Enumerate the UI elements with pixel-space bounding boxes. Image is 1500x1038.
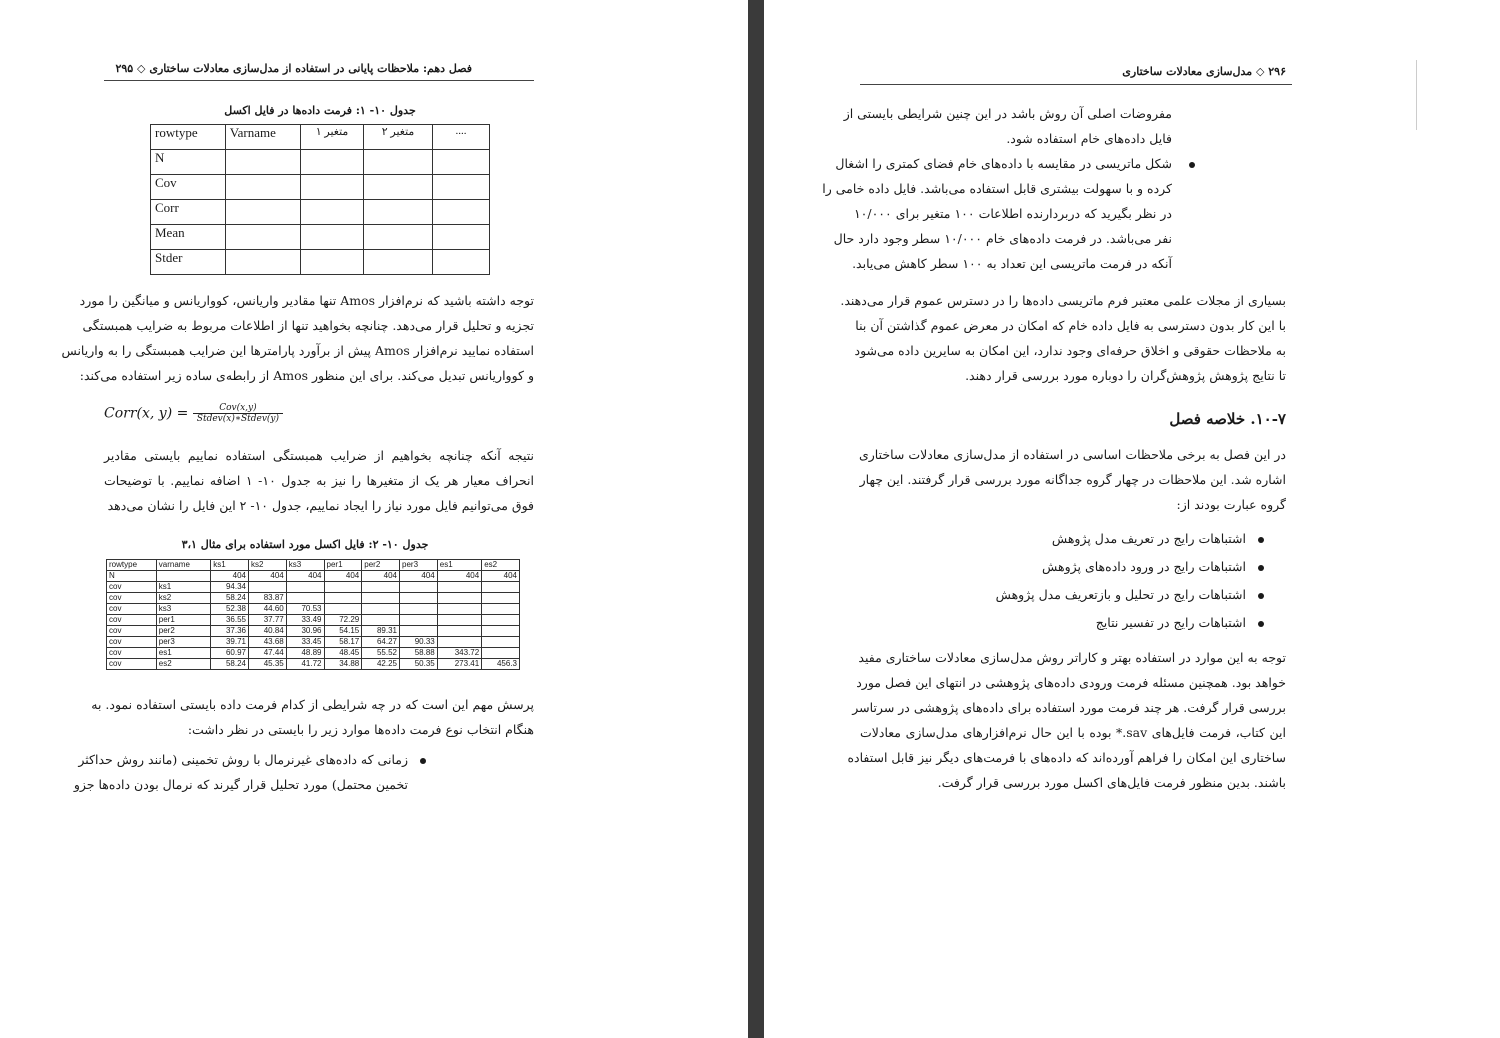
bullet-item-raw-data (74, 747, 426, 797)
table-cell: cov (107, 659, 157, 670)
table-row (107, 659, 520, 670)
table-cell (301, 150, 364, 175)
table-header-cell: rowtype (151, 125, 226, 150)
list-item (1042, 554, 1264, 579)
table-row (151, 200, 490, 225)
text-line: توجه داشته باشید که نرم‌افزار Amos تنها مقادیر واریانس، کوواریانس و میانگین را مورد (79, 293, 534, 308)
table-row (107, 637, 520, 648)
table-cell (301, 200, 364, 225)
table-cell (400, 615, 438, 626)
table-cell (437, 615, 481, 626)
table-cell: ks3 (156, 604, 210, 615)
right-page (764, 0, 1500, 1038)
text-line: کرده و با سهولت بیشتری قابل استفاده می‌باشد. فایل داده خامی را (822, 181, 1172, 196)
table-cell (482, 604, 520, 615)
table-cell: 30.96 (286, 626, 324, 637)
table-cell (225, 200, 300, 225)
table-cell: 343.72 (437, 648, 481, 659)
text-line: باشند. بدین منظور فرمت فایل‌های اکسل مورد بررسی قرار گرفت. (937, 775, 1286, 790)
table-cell: 58.24 (211, 659, 249, 670)
table-cell (437, 593, 481, 604)
table-cell: per1 (156, 615, 210, 626)
table-cell: Mean (151, 225, 226, 250)
text-line: هنگام انتخاب نوع فرمت داده‌ها موارد زیر را بایستی در نظر داشت: (187, 722, 534, 737)
table-header-cell: متغیر ۱ (301, 125, 364, 150)
table-row (151, 250, 490, 275)
table-cell (363, 175, 432, 200)
table-cell (433, 225, 490, 250)
table-row (151, 175, 490, 200)
table-cell (362, 604, 400, 615)
paragraph-4 (840, 288, 1286, 388)
table-cell: 404 (324, 571, 362, 582)
table-row (107, 571, 520, 582)
table-cell (400, 604, 438, 615)
table-cell: 44.60 (249, 604, 287, 615)
table-cell: 55.52 (362, 648, 400, 659)
table-cell: 58.24 (211, 593, 249, 604)
table-header-row (151, 125, 490, 150)
list-item (1052, 526, 1264, 551)
table-cell: 33.45 (286, 637, 324, 648)
table-cell: 48.45 (324, 648, 362, 659)
table-row (151, 225, 490, 250)
table-cell: ks1 (156, 582, 210, 593)
text-line: اشاره شد. این ملاحظات در چهار گروه جداگانه مورد بررسی قرار گرفتند. این چهار (859, 472, 1286, 487)
table-cell (400, 593, 438, 604)
list-item (996, 582, 1264, 607)
text-line: بررسی قرار گرفت. هر چند فرمت مورد استفاده برای داده‌های پژوهشی در سرتاسر (852, 700, 1286, 715)
bullet-text: تخمین محتمل) مورد تحلیل قرار گیرند که نرمال بودن داده‌ها جزو (73, 777, 408, 792)
list-item-label: اشتباهات رایج در تعریف مدل پژوهش (1051, 531, 1246, 546)
table1 (150, 124, 490, 275)
table-cell (324, 593, 362, 604)
text-line: ساختاری این امکان را فراهم آورده‌اند که داده‌های با فرمت‌های دیگر نیز قابل استفاده (847, 750, 1286, 765)
table-cell: 40.84 (249, 626, 287, 637)
table-cell: N (151, 150, 226, 175)
table-cell: per2 (156, 626, 210, 637)
table-header-cell: ks3 (286, 560, 324, 571)
table-cell: Cov (151, 175, 226, 200)
text-line: بسیاری از مجلات علمی معتبر فرم ماتریسی داده‌ها را در دسترس عموم قرار می‌دهند. (840, 293, 1286, 308)
text-line: انحراف معیار هر یک از متغیرها را نیز به جدول ۱۰- ۱ اضافه نماییم. با توضیحات (104, 473, 535, 488)
table-cell: 404 (211, 571, 249, 582)
table-row (151, 150, 490, 175)
table-cell (437, 604, 481, 615)
text-line: تا نتایج پژوهش پژوهش‌گران را دوباره مورد بررسی قرار دهند. (965, 368, 1286, 383)
table-header-cell: es1 (437, 560, 481, 571)
table-cell: 43.68 (249, 637, 287, 648)
table-header-cell: per1 (324, 560, 362, 571)
table-cell: cov (107, 604, 157, 615)
table-cell: 36.55 (211, 615, 249, 626)
table-cell (225, 175, 300, 200)
table-row (107, 626, 520, 637)
formula-numerator: Cov(x,y) (193, 403, 283, 414)
list-item (1096, 610, 1264, 635)
table-cell: 52.38 (211, 604, 249, 615)
formula-denominator: Stdev(x)∗Stdev(y) (196, 414, 280, 424)
table-cell: cov (107, 615, 157, 626)
left-page-header: فصل دهم: ملاحظات پایانی در استفاده از مدل‌سازی معادلات ساختاری ◇ ۲۹۵ (115, 62, 472, 75)
table-cell (400, 626, 438, 637)
table-cell (286, 593, 324, 604)
table-cell: cov (107, 648, 157, 659)
table-cell: 47.44 (249, 648, 287, 659)
table-cell: Corr (151, 200, 226, 225)
table-cell (301, 175, 364, 200)
bullet-continuation (843, 101, 1172, 151)
table-cell: 50.35 (400, 659, 438, 670)
table-cell: 37.77 (249, 615, 287, 626)
table-cell: cov (107, 582, 157, 593)
table-cell: cov (107, 626, 157, 637)
table-cell: 404 (400, 571, 438, 582)
table-header-cell: rowtype (107, 560, 157, 571)
book-spine (748, 0, 764, 1038)
formula-lhs: Corr(x, y) = (104, 405, 189, 422)
table-cell (433, 200, 490, 225)
formula-fraction (193, 403, 283, 424)
table-row (107, 648, 520, 659)
bullet-dot (1258, 621, 1264, 627)
table-cell (433, 250, 490, 275)
text-line: توجه به این موارد در استفاده بهتر و کاراتر روش مدل‌سازی معادلات ساختاری مفید (858, 650, 1286, 665)
table-cell (363, 150, 432, 175)
bullet-text: زمانی که داده‌های غیرنرمال با روش تخمینی (مانند روش حداکثر (78, 752, 408, 767)
list-item-label: اشتباهات رایج در ورود داده‌های پژوهش (1042, 559, 1246, 574)
paragraph-1 (61, 288, 534, 388)
text-line: نتیجه آنکه چنانچه بخواهیم از ضرایب همبستگی استفاده نماییم بایستی مقادیر (104, 448, 534, 463)
table-cell: 83.87 (249, 593, 287, 604)
table-header-cell: ks1 (211, 560, 249, 571)
table-cell: 64.27 (362, 637, 400, 648)
table-header-cell: متغیر ۲ (363, 125, 432, 150)
text-line: و کوواریانس تبدیل می‌کند. برای این منظور Amos از رابطه‌ی ساده زیر استفاده می‌کند: (79, 368, 534, 383)
table-cell: 34.88 (324, 659, 362, 670)
left-page (0, 0, 748, 1038)
margin-mark (1416, 60, 1417, 130)
table-cell (482, 615, 520, 626)
bullet-dot (1189, 162, 1195, 168)
table-cell: 90.33 (400, 637, 438, 648)
table-cell (482, 582, 520, 593)
table-header-cell: .... (433, 125, 490, 150)
table-header-cell: per2 (362, 560, 400, 571)
table-row (107, 582, 520, 593)
table-cell (437, 582, 481, 593)
bullet-line (74, 772, 408, 797)
table-cell: per3 (156, 637, 210, 648)
table-cell: 33.49 (286, 615, 324, 626)
table-cell: cov (107, 593, 157, 604)
table-cell: 404 (249, 571, 287, 582)
bullet-dot (1258, 537, 1264, 543)
table-cell: 404 (362, 571, 400, 582)
table-cell: N (107, 571, 157, 582)
table-row (107, 615, 520, 626)
table-cell (362, 582, 400, 593)
list-item-label: اشتباهات رایج در تحلیل و بازتعریف مدل پژوهش (995, 587, 1246, 602)
text-line: آنکه در فرمت ماتریسی این تعداد به ۱۰۰ سطر کاهش می‌یابد. (852, 256, 1172, 271)
table1-caption: جدول ۱۰- ۱: فرمت داده‌ها در فایل اکسل (224, 104, 416, 117)
table-cell (324, 582, 362, 593)
text-line: این کتاب، فرمت فایل‌های sav.* بوده با این حال نرم‌افزارهای مدل‌سازی معادلات (860, 725, 1287, 740)
text-line: شکل ماتریسی در مقایسه با داده‌های خام فضای کمتری را اشغال (835, 156, 1172, 171)
correlation-formula (104, 403, 283, 424)
table-cell: 89.31 (362, 626, 400, 637)
paragraph-2 (104, 443, 534, 518)
text-line: به ملاحظات حقوقی و اخلاق حرفه‌ای وجود ندارد، این امکان به سایرین داده می‌شود (854, 343, 1286, 358)
text-line: در نظر بگیرید که دربردارنده اطلاعات ۱۰۰ متغیر برای ۱۰/۰۰۰ (853, 206, 1172, 221)
table-cell: 58.88 (400, 648, 438, 659)
table-cell: 45.35 (249, 659, 287, 670)
table-cell (437, 626, 481, 637)
table-cell (400, 582, 438, 593)
table-header-cell: ks2 (249, 560, 287, 571)
bullet-line (74, 747, 426, 772)
table-cell: 70.53 (286, 604, 324, 615)
table-header-cell: es2 (482, 560, 520, 571)
table-cell: es2 (156, 659, 210, 670)
table-header-cell: varname (156, 560, 210, 571)
table-cell: Stder (151, 250, 226, 275)
table-cell: 94.34 (211, 582, 249, 593)
table-cell (225, 150, 300, 175)
paragraph-3 (91, 692, 534, 742)
text-line: در این فصل به برخی ملاحظات اساسی در استفاده از مدل‌سازی معادلات ساختاری (858, 447, 1286, 462)
text-line: پرسش مهم این است که در چه شرایطی از کدام فرمت داده بایستی استفاده نمود. به (91, 697, 534, 712)
table-cell (324, 604, 362, 615)
table-cell: 54.15 (324, 626, 362, 637)
table-cell: 42.25 (362, 659, 400, 670)
table2-caption: جدول ۱۰- ۲: فایل اکسل مورد استفاده برای مثال ۳،۱ (181, 538, 429, 551)
bullet-dot (420, 758, 426, 764)
table-cell (362, 593, 400, 604)
table-cell (482, 648, 520, 659)
table-header-row (107, 560, 520, 571)
table-cell: 273.41 (437, 659, 481, 670)
table-cell (286, 582, 324, 593)
table-cell: cov (107, 637, 157, 648)
text-line: تجزیه و تحلیل قرار می‌دهد. چنانچه بخواهید تنها از اطلاعات مربوط به ضرایب همبستگی (82, 318, 534, 333)
table-cell (433, 150, 490, 175)
table-cell (156, 571, 210, 582)
table-cell: es1 (156, 648, 210, 659)
paragraph-5 (860, 442, 1286, 517)
text-line: خواهد بود. همچنین مسئله فرمت ورودی داده‌های پژوهشی در انتهای این فصل مورد (856, 675, 1286, 690)
left-header-rule (104, 80, 534, 81)
bullet-2-text (822, 151, 1172, 276)
table-cell: 72.29 (324, 615, 362, 626)
text-line: نفر می‌باشد. در فرمت داده‌های خام ۱۰/۰۰۰ سطر وجود دارد حال (833, 231, 1172, 246)
table-cell: ks2 (156, 593, 210, 604)
table2 (106, 559, 520, 670)
table-cell: 60.97 (211, 648, 249, 659)
table-cell (437, 637, 481, 648)
paragraph-6 (847, 645, 1287, 795)
section-title: ۱۰-۷. خلاصه فصل (1169, 410, 1286, 428)
table-cell (482, 593, 520, 604)
table-cell: 41.72 (286, 659, 324, 670)
table-cell: 39.71 (211, 637, 249, 648)
text-line: با این کار بدون دسترسی به فایل داده خام که امکان در معرض عموم گذاشتن آن بنا (855, 318, 1286, 333)
table-cell: 456.3 (482, 659, 520, 670)
table-cell: 404 (437, 571, 481, 582)
table-cell: 48.89 (286, 648, 324, 659)
table-cell (249, 582, 287, 593)
table-row (107, 604, 520, 615)
right-page-header: ۲۹۶ ◇ مدل‌سازی معادلات ساختاری (1122, 65, 1286, 78)
table-cell: 404 (286, 571, 324, 582)
table-cell (363, 225, 432, 250)
table-cell: 404 (482, 571, 520, 582)
text-line: استفاده نمایید نرم‌افزار Amos پیش از برآورد پارامترها این ضرایب همبستگی را به واریانس (61, 343, 534, 358)
table-cell (225, 225, 300, 250)
text-line: مفروضات اصلی آن روش باشد در این چنین شرایطی بایستی از (843, 106, 1172, 121)
table-cell (363, 250, 432, 275)
table-row (107, 593, 520, 604)
table-cell (482, 626, 520, 637)
table-cell (362, 615, 400, 626)
table-cell (363, 200, 432, 225)
table-cell (301, 250, 364, 275)
right-header-rule (860, 84, 1292, 85)
table-cell (225, 250, 300, 275)
table-cell: 58.17 (324, 637, 362, 648)
bullet-dot (1258, 565, 1264, 571)
text-line: فوق می‌توانیم فایل مورد نیاز را ایجاد نماییم، جدول ۱۰- ۲ این فایل را نشان می‌دهد (107, 498, 534, 513)
table-header-cell: per3 (400, 560, 438, 571)
bullet-dot (1258, 593, 1264, 599)
text-line: فایل داده‌های خام استفاده شود. (1006, 131, 1172, 146)
table-cell (482, 637, 520, 648)
list-item-label: اشتباهات رایج در تفسیر نتایج (1095, 615, 1246, 630)
table-cell: 37.36 (211, 626, 249, 637)
text-line: گروه عبارت بودند از: (1176, 497, 1286, 512)
table-header-cell: Varname (225, 125, 300, 150)
table-cell (301, 225, 364, 250)
table-cell (433, 175, 490, 200)
